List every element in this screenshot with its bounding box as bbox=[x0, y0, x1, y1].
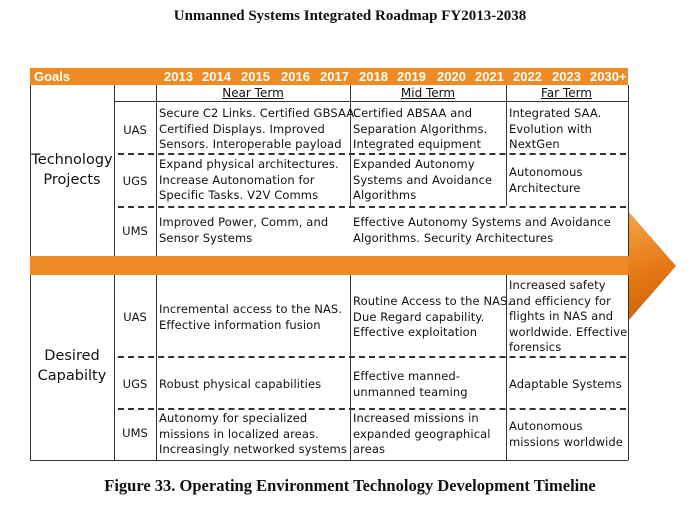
category-uas: UAS bbox=[123, 123, 147, 137]
cell-line: Systems and Avoidance bbox=[353, 172, 493, 187]
year-label: 2023 bbox=[552, 69, 581, 84]
category-uas: UAS bbox=[123, 310, 147, 324]
column-divider bbox=[350, 275, 351, 460]
category-ums: UMS bbox=[122, 224, 148, 238]
cell-line: Autonomous bbox=[509, 165, 583, 179]
cell-line: Separation Algorithms. bbox=[353, 121, 488, 136]
cell-line: Certified ABSAA and bbox=[353, 106, 473, 120]
page-title: Unmanned Systems Integrated Roadmap FY2013-2038 bbox=[173, 8, 527, 24]
cell-tech-ums-near bbox=[159, 215, 328, 246]
cell-tech-ums-midfar bbox=[353, 215, 611, 246]
figure-caption: Figure 33. Operating Environment Technology Development Timeline bbox=[104, 476, 596, 495]
desired-capability-label bbox=[30, 346, 114, 386]
cell-line: and efficiency for bbox=[509, 293, 611, 308]
cell-cap-uas-far bbox=[509, 278, 627, 356]
year-label: 2014 bbox=[202, 69, 231, 84]
row-divider bbox=[118, 206, 626, 208]
separator-band bbox=[30, 256, 628, 275]
phase-header-divider bbox=[114, 101, 628, 102]
cell-cap-uas-near bbox=[159, 302, 342, 333]
cell-line: Integrated equipment bbox=[353, 137, 482, 151]
year-label: 2013 bbox=[164, 69, 193, 84]
column-divider bbox=[156, 85, 157, 256]
cell-line: Robust physical capabilities bbox=[159, 377, 322, 391]
cell-line: Increasingly networked systems bbox=[159, 442, 347, 456]
cell-line: missions in localized areas. bbox=[159, 426, 319, 441]
year-label: 2022 bbox=[513, 69, 542, 84]
cell-cap-ugs-mid bbox=[353, 369, 468, 400]
cell-line: worldwide. Effective bbox=[509, 324, 628, 339]
cell-tech-ugs-mid bbox=[353, 157, 492, 204]
year-label: 2016 bbox=[281, 69, 310, 84]
cell-line: Algorithms. Security Architectures bbox=[353, 230, 554, 245]
cell-cap-ums-far bbox=[509, 419, 623, 450]
cell-line: Certified Displays. Improved bbox=[159, 121, 325, 136]
cell-line: Effective Autonomy Systems and Avoidance bbox=[353, 215, 611, 229]
year-label: 2020 bbox=[437, 69, 466, 84]
cell-line: Specific Tasks. V2V Comms bbox=[159, 188, 319, 202]
cell-line: Secure C2 Links. Certified GBSAA. bbox=[159, 106, 358, 120]
group-label-line: Desired bbox=[44, 348, 100, 364]
year-label: 2021 bbox=[475, 69, 504, 84]
technology-projects-label bbox=[30, 150, 114, 190]
cell-line: Algorithms bbox=[353, 188, 417, 202]
cell-line: NextGen bbox=[509, 137, 560, 151]
cell-tech-uas-far bbox=[509, 106, 601, 153]
cell-tech-uas-mid bbox=[353, 106, 487, 153]
row-divider bbox=[118, 153, 626, 155]
cell-line: Due Regard capability. bbox=[353, 309, 485, 324]
far-term-header: Far Term bbox=[541, 86, 592, 100]
cell-line: Sensor Systems bbox=[159, 230, 253, 245]
group-label-line: Capabilty bbox=[37, 368, 107, 384]
year-label: 2017 bbox=[320, 69, 349, 84]
goals-header-bar bbox=[30, 68, 628, 85]
cell-line: Autonomy for specialized bbox=[159, 411, 308, 425]
cell-line: Effective manned- bbox=[353, 369, 461, 383]
near-term-header: Near Term bbox=[222, 86, 284, 100]
cell-line: unmanned teaming bbox=[353, 384, 468, 399]
cell-line: Expand physical architectures. bbox=[159, 157, 339, 171]
cell-line: forensics bbox=[509, 340, 562, 354]
cell-line: Adaptable Systems bbox=[509, 377, 622, 391]
cell-line: areas bbox=[353, 442, 386, 456]
cell-cap-uas-mid bbox=[353, 294, 511, 341]
group-label-line: Technology bbox=[31, 152, 113, 168]
cell-line: Expanded Autonomy bbox=[353, 157, 475, 171]
cell-cap-ums-near bbox=[159, 411, 347, 458]
cell-line: Increased safety bbox=[509, 278, 606, 292]
category-ums: UMS bbox=[122, 426, 148, 440]
cell-line: Integrated SAA. bbox=[509, 106, 602, 120]
cell-line: Increased missions in bbox=[353, 411, 479, 425]
cell-tech-ugs-near bbox=[159, 157, 339, 204]
cell-line: Autonomous bbox=[509, 419, 583, 433]
cell-line: flights in NAS and bbox=[509, 309, 614, 323]
cell-line: Routine Access to the NAS. bbox=[353, 294, 512, 308]
year-label: 2015 bbox=[241, 69, 270, 84]
cell-tech-uas-near bbox=[159, 106, 358, 153]
column-divider bbox=[156, 275, 157, 460]
cell-line: Architecture bbox=[509, 180, 581, 195]
cell-line: Increase Autonomation for bbox=[159, 172, 315, 187]
goals-label: Goals bbox=[34, 69, 71, 84]
group-label-line: Projects bbox=[43, 172, 101, 188]
table-bottom-border bbox=[30, 460, 628, 461]
cell-cap-ugs-far bbox=[509, 377, 622, 393]
cell-line: Effective exploitation bbox=[353, 325, 478, 339]
cell-line: Effective information fusion bbox=[159, 317, 321, 332]
cell-line: Sensors. Interoperable payload bbox=[159, 137, 342, 151]
row-divider bbox=[118, 356, 626, 358]
cell-line: missions worldwide bbox=[509, 434, 623, 449]
cell-line: Improved Power, Comm, and bbox=[159, 215, 329, 229]
cell-cap-ums-mid bbox=[353, 411, 491, 458]
category-ugs: UGS bbox=[122, 377, 148, 391]
cell-line: Incremental access to the NAS. bbox=[159, 302, 343, 316]
column-divider bbox=[506, 85, 507, 206]
cell-line: expanded geographical bbox=[353, 426, 491, 441]
row-divider bbox=[118, 408, 626, 410]
year-label: 2018 bbox=[359, 69, 388, 84]
mid-term-header: Mid Term bbox=[400, 86, 456, 100]
cell-tech-ugs-far bbox=[509, 165, 583, 196]
year-label: 2019 bbox=[397, 69, 426, 84]
arrow-right-icon bbox=[628, 211, 676, 321]
year-label: 2030+ bbox=[590, 69, 627, 84]
category-ugs: UGS bbox=[122, 174, 148, 188]
cell-line: Evolution with bbox=[509, 121, 593, 136]
cell-cap-ugs-near bbox=[159, 377, 321, 393]
